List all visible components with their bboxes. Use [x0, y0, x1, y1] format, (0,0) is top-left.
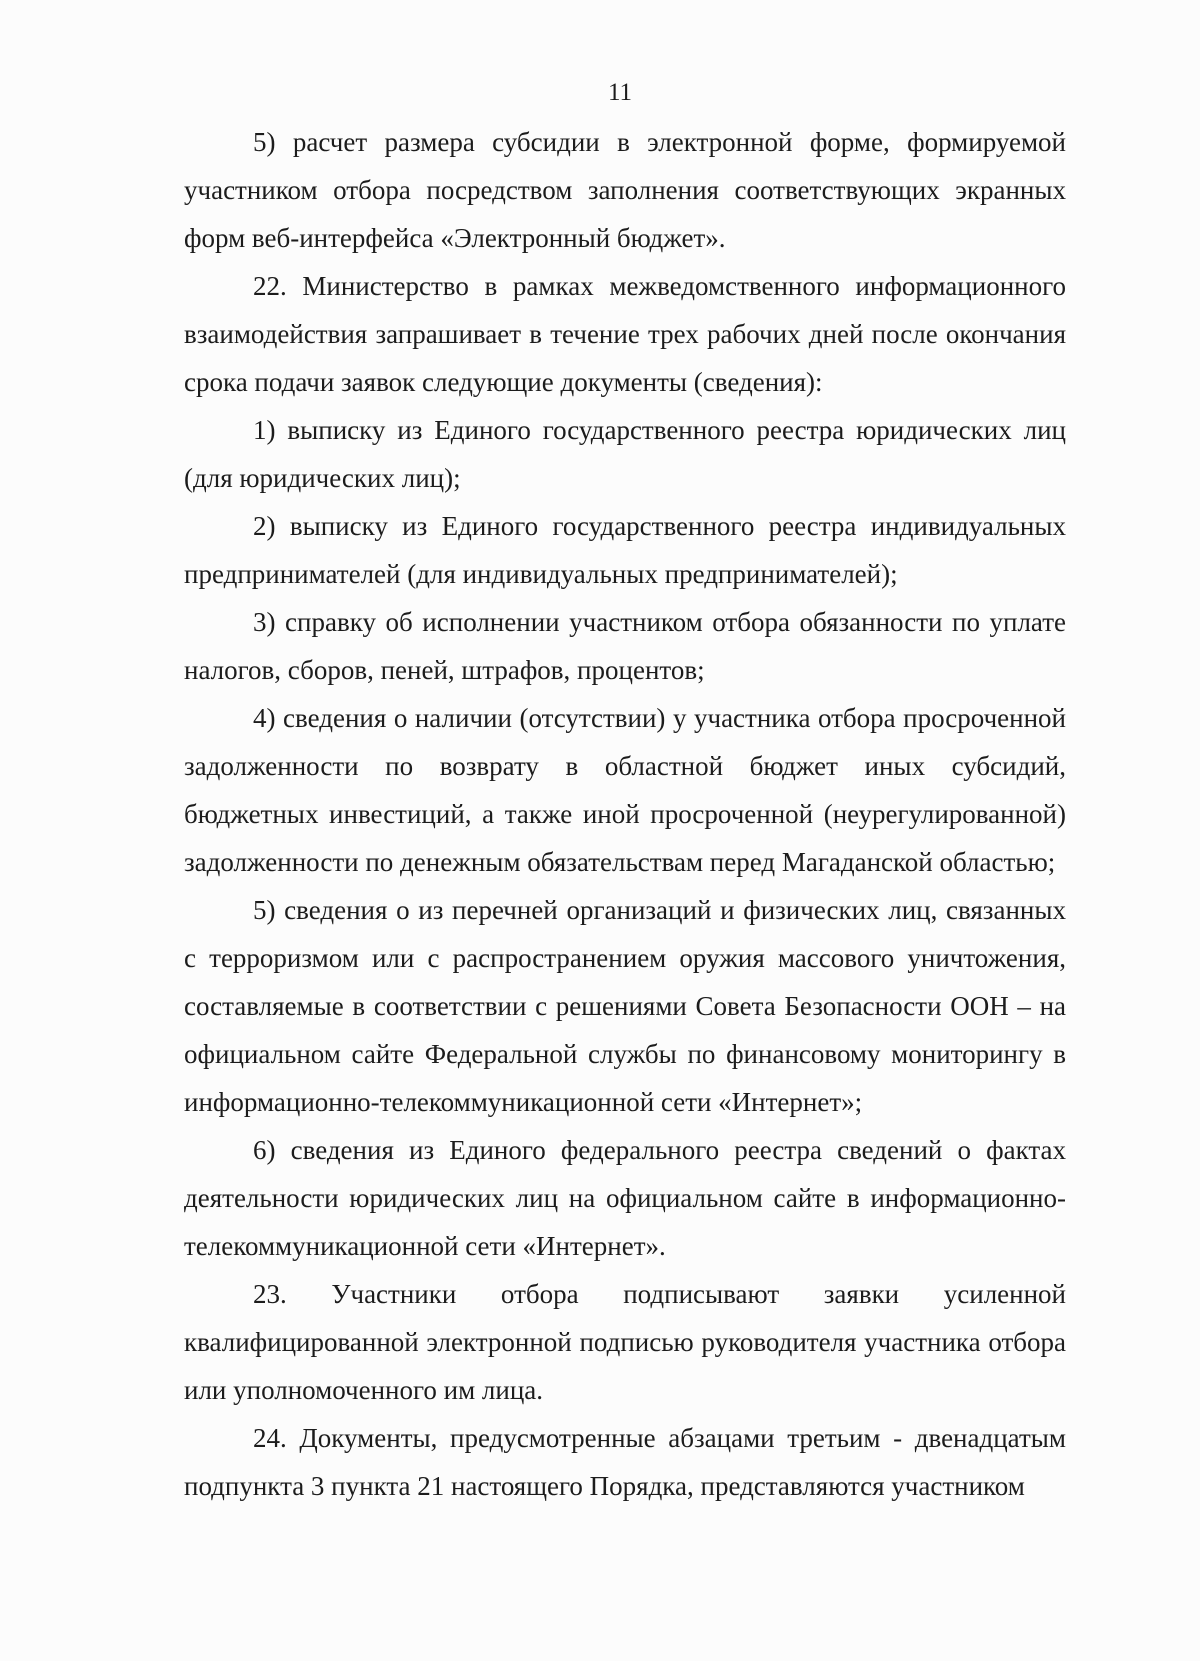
paragraph-24-documents: 24. Документы, предусмотренные абзацами третьим - двенадцатым подпункта 3 пункта 21 настоящего Порядка, представляются участником [184, 1423, 1066, 1501]
paragraph-item-2-entrepreneurs-extract: 2) выписку из Единого государственного реестра индивидуальных предпринимателей (для индивидуальных предпринимателей); [184, 511, 1066, 589]
document-body [184, 118, 1066, 1510]
page-number: 11 [607, 79, 633, 106]
paragraph-item-3-tax-certificate: 3) справку об исполнении участником отбора обязанности по уплате налогов, сборов, пеней, штрафов, процентов; [184, 607, 1066, 685]
paragraph-item-4-overdue-debt-info: 4) сведения о наличии (отсутствии) у участника отбора просроченной задолженности по возврату в областной бюджет иных субсидий, бюджетных инвестиций, а также иной просроченной (неурегулированной) задолженности по денежным обязательствам перед Магаданской областью; [184, 703, 1066, 877]
paragraph-item-5-subsidy-calculation: 5) расчет размера субсидии в электронной форме, формируемой участником отбора посредством заполнения соответствующих экранных форм веб-интерфейса «Электронный бюджет». [184, 127, 1066, 253]
paragraph-item-1-legal-entities-extract: 1) выписку из Единого государственного реестра юридических лиц (для юридических лиц); [184, 415, 1066, 493]
paragraph-23-signatures: 23. Участники отбора подписывают заявки усиленной квалифицированной электронной подписью руководителя участника отбора или уполномоченного им лица. [184, 1279, 1066, 1405]
paragraph-22-ministry-request: 22. Министерство в рамках межведомственного информационного взаимодействия запрашивает в течение трех рабочих дней после окончания срока подачи заявок следующие документы (сведения): [184, 271, 1066, 397]
paragraph-item-5-terrorism-lists: 5) сведения о из перечней организаций и физических лиц, связанных с терроризмом или с распространением оружия массового уничтожения, составляемые в соответствии с решениями Совета Безопасности ООН – на официальном сайте Федеральной службы по финансовому мониторингу в информационно-телекоммуникационной сети «Интернет»; [184, 895, 1066, 1117]
paragraph-item-6-federal-register: 6) сведения из Единого федерального реестра сведений о фактах деятельности юридических лиц на официальном сайте в информационно-телекоммуникационной сети «Интернет». [184, 1135, 1066, 1261]
